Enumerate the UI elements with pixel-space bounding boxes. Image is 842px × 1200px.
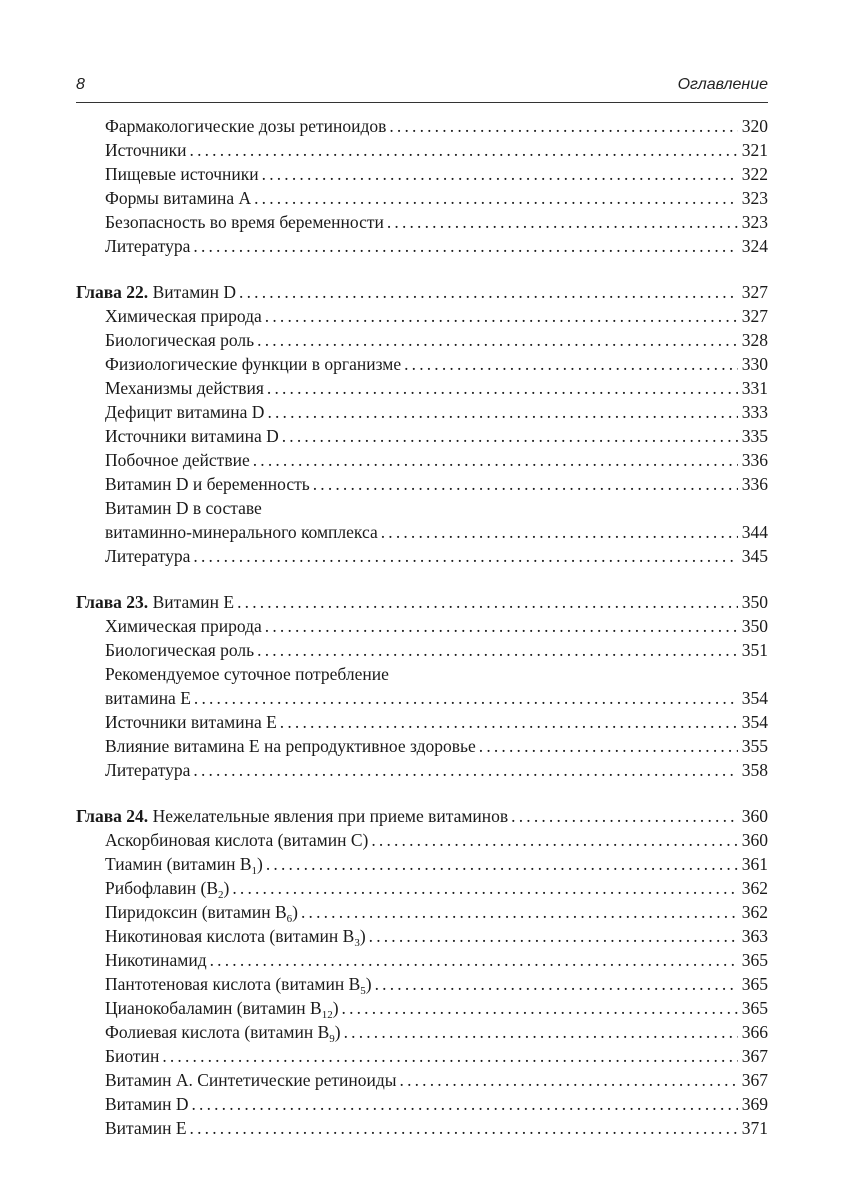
toc-entry-page: 320 <box>741 116 768 136</box>
label-text: ) <box>332 998 339 1018</box>
toc-entry-page: 361 <box>741 854 768 874</box>
toc-entry-page: 362 <box>741 902 768 922</box>
toc-entry-page: 327 <box>741 306 768 326</box>
toc-entry-page: 363 <box>741 926 768 946</box>
dot-leader <box>479 734 738 758</box>
toc-entry[interactable] <box>76 948 768 972</box>
dot-leader <box>301 900 738 924</box>
dot-leader <box>239 280 738 304</box>
toc-entry[interactable] <box>76 614 768 638</box>
toc-entry-label-line1: Витамин D в составе <box>105 498 262 518</box>
label-text: ) <box>223 878 230 898</box>
toc-entry-multiline[interactable] <box>76 662 768 710</box>
toc-entry-page: 345 <box>741 546 768 566</box>
dot-leader <box>191 1092 737 1116</box>
dot-leader <box>162 1044 737 1068</box>
subscript: 2 <box>218 889 224 901</box>
toc-entry[interactable] <box>76 472 768 496</box>
toc-entry-page: 328 <box>741 330 768 350</box>
toc-entry-page: 358 <box>741 760 768 780</box>
toc-entry[interactable] <box>76 304 768 328</box>
toc-entry-label: Химическая природа <box>105 616 262 636</box>
dot-leader <box>282 424 738 448</box>
toc-entry[interactable] <box>76 424 768 448</box>
dot-leader <box>342 996 738 1020</box>
toc-entry[interactable] <box>76 186 768 210</box>
toc-entry[interactable] <box>76 852 768 876</box>
chapter-title: Витамин D <box>152 282 237 302</box>
toc-entry[interactable] <box>76 900 768 924</box>
toc-entry-label: Биологическая роль <box>105 330 255 350</box>
chapter-prefix: Глава 22. <box>76 282 149 302</box>
toc-entry[interactable] <box>76 638 768 662</box>
dot-leader <box>387 210 738 234</box>
toc-entry[interactable] <box>76 138 768 162</box>
toc-entry-page: 335 <box>741 426 768 446</box>
toc-entry[interactable] <box>76 710 768 734</box>
dot-leader <box>400 1068 738 1092</box>
toc-entry-page: 360 <box>741 806 768 826</box>
toc-entry-label: Биотин <box>105 1046 160 1066</box>
toc-entry-label: Биологическая роль <box>105 640 255 660</box>
toc-chapter-heading[interactable] <box>76 280 768 304</box>
toc-entry-page: 321 <box>741 140 768 160</box>
toc-entry-label: Химическая природа <box>105 306 262 326</box>
toc-entry[interactable] <box>76 828 768 852</box>
toc-entry-page: 354 <box>741 712 768 732</box>
dot-leader <box>313 472 738 496</box>
toc-entry-page: 336 <box>741 450 768 470</box>
toc-entry-page: 324 <box>741 236 768 256</box>
dot-leader <box>210 948 738 972</box>
dot-leader <box>381 520 738 544</box>
toc-entry[interactable] <box>76 234 768 258</box>
header-rule <box>76 102 768 103</box>
toc-entry-page: 360 <box>741 830 768 850</box>
toc-entry-page: 351 <box>741 640 768 660</box>
dot-leader <box>194 686 738 710</box>
page-header <box>76 76 768 100</box>
dot-leader <box>193 544 737 568</box>
toc-chapter-heading[interactable] <box>76 590 768 614</box>
label-text: ) <box>359 926 366 946</box>
dot-leader <box>262 162 738 186</box>
subscript: 12 <box>321 1009 333 1021</box>
toc-entry-label: Литература <box>105 236 191 256</box>
dot-leader <box>265 614 738 638</box>
toc-entry-label: Механизмы действия <box>105 378 264 398</box>
toc-entry-label <box>105 876 229 900</box>
subscript: 6 <box>286 913 293 925</box>
dot-leader <box>193 234 737 258</box>
dot-leader <box>193 758 737 782</box>
subscript: 3 <box>354 937 360 949</box>
toc-entry-label <box>105 852 263 876</box>
toc-entry-label: Безопасность во время беременности <box>105 212 384 232</box>
toc-entry[interactable] <box>76 400 768 424</box>
toc-entry-label: Витамин Е <box>105 1118 187 1138</box>
toc-entry[interactable] <box>76 210 768 234</box>
toc-entry[interactable] <box>76 376 768 400</box>
dot-leader <box>371 828 737 852</box>
dot-leader <box>267 400 737 424</box>
toc-entry-page: 323 <box>741 188 768 208</box>
toc-entry[interactable] <box>76 876 768 900</box>
dot-leader <box>190 1116 738 1140</box>
toc-entry-page: 366 <box>741 1022 768 1042</box>
chapter-title: Нежелательные явления при приеме витаминов <box>152 806 509 826</box>
toc-entry-label: Пищевые источники <box>105 164 259 184</box>
toc-entry[interactable] <box>76 544 768 568</box>
dot-leader <box>237 590 738 614</box>
toc-entry-multiline[interactable] <box>76 496 768 544</box>
toc-entry-page: 365 <box>741 998 768 1018</box>
toc-entry-page: 350 <box>741 616 768 636</box>
label-text: ) <box>365 974 372 994</box>
toc-entry[interactable] <box>76 328 768 352</box>
running-title: Оглавление <box>677 76 768 93</box>
toc-entry-label: Фармакологические дозы ретиноидов <box>105 116 387 136</box>
toc-entry-label: Аскорбиновая кислота (витамин С) <box>105 830 369 850</box>
dot-leader <box>280 710 738 734</box>
dot-leader <box>190 138 738 162</box>
subscript: 9 <box>329 1033 335 1045</box>
dot-leader <box>389 114 737 138</box>
toc-entry[interactable] <box>76 1068 768 1092</box>
page-number: 8 <box>76 76 85 93</box>
toc-entry[interactable] <box>76 352 768 376</box>
toc-entry[interactable] <box>76 758 768 782</box>
toc-entry-page: 367 <box>741 1046 768 1066</box>
toc-entry-label-line2: витамина Е <box>105 688 191 708</box>
toc-entry-label: Дефицит витамина D <box>105 402 265 422</box>
toc-entry-label: Источники <box>105 140 187 160</box>
toc-entry-label <box>105 924 366 948</box>
label-text: Рибофлавин (В <box>105 878 219 898</box>
dot-leader <box>369 924 738 948</box>
toc-entry[interactable] <box>76 924 768 948</box>
toc-entry-page: 367 <box>741 1070 768 1090</box>
toc-entry-label: Витамин D <box>105 1094 189 1114</box>
subscript: 1 <box>251 865 258 877</box>
toc-chapter-heading[interactable] <box>76 804 768 828</box>
toc-chapter-22 <box>76 280 768 568</box>
toc-entry-label: Источники витамина Е <box>105 712 277 732</box>
toc-entry-page: 323 <box>741 212 768 232</box>
toc-entry-label <box>105 996 339 1020</box>
subscript: 5 <box>360 985 366 997</box>
dot-leader <box>266 852 738 876</box>
toc-entry-page: 362 <box>741 878 768 898</box>
toc-entry-label: Источники витамина D <box>105 426 279 446</box>
toc-entry-label: Литература <box>105 546 191 566</box>
dot-leader <box>257 638 738 662</box>
toc-entry-page: 322 <box>741 164 768 184</box>
toc-entry-page: 355 <box>741 736 768 756</box>
dot-leader <box>265 304 738 328</box>
dot-leader <box>344 1020 738 1044</box>
toc-entry[interactable] <box>76 734 768 758</box>
chapter-prefix: Глава 23. <box>76 592 149 612</box>
dot-leader <box>253 448 738 472</box>
toc-entry[interactable] <box>76 1092 768 1116</box>
toc-entry-page: 354 <box>741 688 768 708</box>
toc-chapter-continued <box>76 114 768 258</box>
toc-entry[interactable] <box>76 1044 768 1068</box>
chapter-prefix: Глава 24. <box>76 806 149 826</box>
toc-entry-label: Витамин D и беременность <box>105 474 310 494</box>
toc-entry-page: 369 <box>741 1094 768 1114</box>
toc-entry-label <box>105 972 372 996</box>
label-text: Пантотеновая кислота (витамин В <box>105 974 361 994</box>
toc-entry[interactable] <box>76 972 768 996</box>
dot-leader <box>232 876 737 900</box>
chapter-title: Витамин Е <box>152 592 235 612</box>
toc-entry[interactable] <box>76 448 768 472</box>
toc-entry[interactable] <box>76 1020 768 1044</box>
toc-entry-label: Витамин А. Синтетические ретиноиды <box>105 1070 397 1090</box>
toc-entry-label: Побочное действие <box>105 450 250 470</box>
dot-leader <box>511 804 738 828</box>
dot-leader <box>257 328 738 352</box>
toc-entry-page: 327 <box>741 282 768 302</box>
toc-entry-page: 371 <box>741 1118 768 1138</box>
toc-entry-page: 333 <box>741 402 768 422</box>
toc-entry[interactable] <box>76 114 768 138</box>
label-text: Пиридоксин (витамин В <box>105 902 287 922</box>
toc-entry[interactable] <box>76 162 768 186</box>
toc-entry-label: Физиологические функции в организме <box>105 354 402 374</box>
toc-entry-page: 365 <box>741 974 768 994</box>
toc-entry[interactable] <box>76 996 768 1020</box>
toc-entry-page: 336 <box>741 474 768 494</box>
label-text: Никотиновая кислота (витамин В <box>105 926 355 946</box>
toc-entry-page: 331 <box>741 378 768 398</box>
label-text: ) <box>334 1022 341 1042</box>
toc-entry-label <box>105 900 298 924</box>
label-text: Цианокобаламин (витамин В <box>105 998 322 1018</box>
toc-entry-page: 350 <box>741 592 768 612</box>
table-of-contents <box>76 114 768 1162</box>
dot-leader <box>375 972 738 996</box>
label-text: Тиамин (витамин В <box>105 854 252 874</box>
toc-entry-label <box>105 1020 341 1044</box>
toc-chapter-24 <box>76 804 768 1140</box>
toc-chapter-23 <box>76 590 768 782</box>
toc-entry-label: Литература <box>105 760 191 780</box>
toc-entry[interactable] <box>76 1116 768 1140</box>
toc-entry-page: 344 <box>741 522 768 542</box>
label-text: ) <box>257 854 263 874</box>
dot-leader <box>404 352 738 376</box>
dot-leader <box>267 376 738 400</box>
toc-entry-label: Влияние витамина Е на репродуктивное здоровье <box>105 736 476 756</box>
label-text: Фолиевая кислота (витамин В <box>105 1022 330 1042</box>
toc-entry-label: Формы витамина А <box>105 188 252 208</box>
toc-entry-label-line1: Рекомендуемое суточное потребление <box>105 664 389 684</box>
label-text: ) <box>292 902 298 922</box>
toc-entry-label: Никотинамид <box>105 950 207 970</box>
toc-entry-page: 365 <box>741 950 768 970</box>
toc-entry-page: 330 <box>741 354 768 374</box>
dot-leader <box>254 186 738 210</box>
toc-entry-label-line2: витаминно-минерального комплекса <box>105 522 378 542</box>
